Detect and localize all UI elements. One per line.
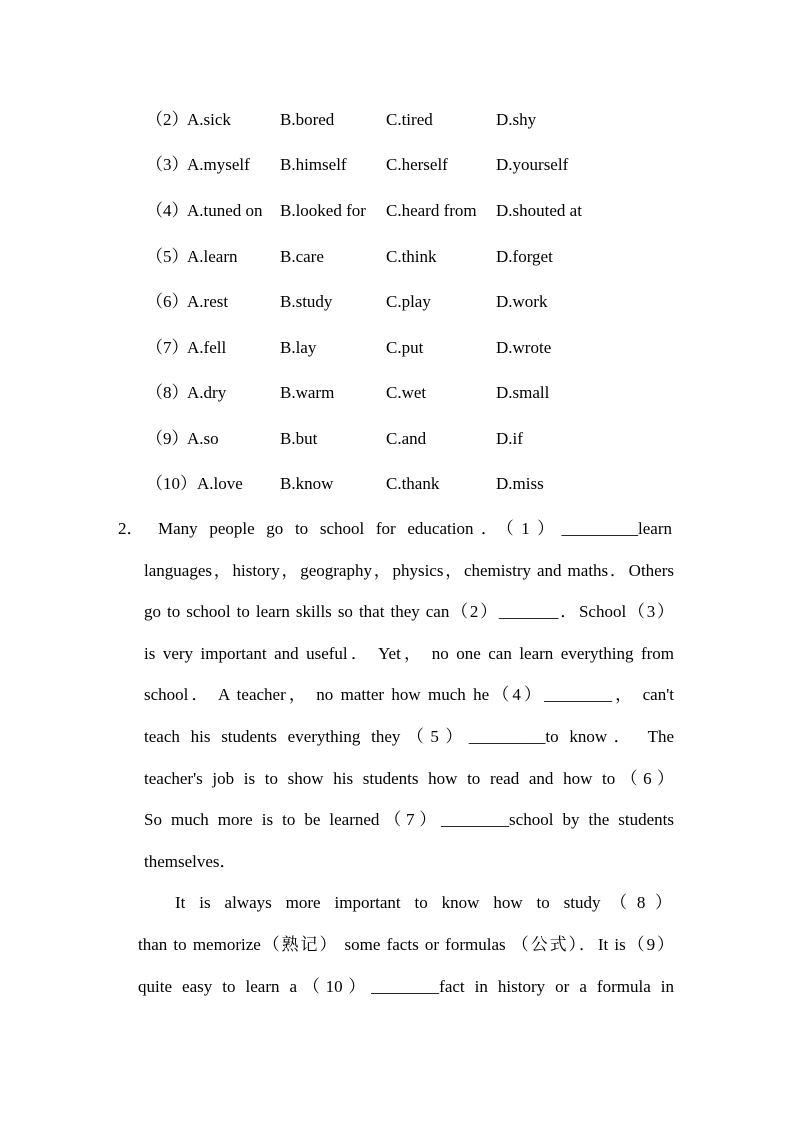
option-a: A.myself <box>187 155 250 174</box>
option-d: D.small <box>496 383 550 402</box>
option-c: C.thank <box>386 474 440 493</box>
option-c: C.wet <box>386 383 427 402</box>
option-number: （10） <box>146 474 197 493</box>
option-b: B.study <box>280 292 333 311</box>
passage-line: Many people go to school for education．（1）_________learn <box>158 519 672 538</box>
option-a: A.dry <box>187 383 227 402</box>
option-c: C.think <box>386 247 437 266</box>
option-d: D.work <box>496 292 548 311</box>
option-b: B.himself <box>280 155 347 174</box>
option-d: D.forget <box>496 247 553 266</box>
option-d: D.shouted at <box>496 201 582 220</box>
passage-line: So much more is to be learned（7）________school by the students <box>144 810 674 829</box>
option-a: A.fell <box>187 338 227 357</box>
option-c: C.put <box>386 338 424 357</box>
option-number: （4） <box>146 201 189 220</box>
option-b: B.lay <box>280 338 317 357</box>
option-a: A.learn <box>187 247 238 266</box>
option-number: （6） <box>146 292 189 311</box>
passage-line: quite easy to learn a（10）________fact in history or a formula in <box>138 977 674 996</box>
option-c: C.and <box>386 429 427 448</box>
option-b: B.bored <box>280 110 335 129</box>
passage-line: school． A teacher， no matter how much he（4）________， can't <box>144 685 674 704</box>
option-number: （8） <box>146 383 189 402</box>
option-c: C.play <box>386 292 431 311</box>
passage-line: is very important and useful． Yet， no one can learn everything from <box>144 644 674 663</box>
option-number: （5） <box>146 247 189 266</box>
option-b: B.but <box>280 429 318 448</box>
passage-line: teach his students everything they（5）_________to know． The <box>144 727 674 746</box>
passage-line: teacher's job is to show his students how to read and how to（6） <box>144 769 674 788</box>
option-number: （3） <box>146 155 189 174</box>
passage-line: go to school to learn skills so that they can（2）_______．School（3） <box>144 602 674 621</box>
option-d: D.wrote <box>496 338 552 357</box>
option-c: C.herself <box>386 155 448 174</box>
option-d: D.shy <box>496 110 537 129</box>
option-a: A.rest <box>187 292 229 311</box>
option-a: A.sick <box>187 110 231 129</box>
option-d: D.yourself <box>496 155 569 174</box>
passage-line: themselves． <box>144 852 237 871</box>
option-b: B.know <box>280 474 334 493</box>
option-number: （7） <box>146 338 189 357</box>
option-a: A.tuned on <box>187 201 263 220</box>
option-c: C.heard from <box>386 201 477 220</box>
passage-line: than to memorize（熟记） some facts or formulas （公式）．It is（9） <box>138 935 674 954</box>
option-a: A.love <box>197 474 243 493</box>
option-c: C.tired <box>386 110 433 129</box>
option-b: B.care <box>280 247 324 266</box>
passage-line: It is always more important to know how to study（8） <box>175 893 672 912</box>
option-d: D.if <box>496 429 523 448</box>
question-number: 2． <box>118 519 144 538</box>
option-a: A.so <box>187 429 219 448</box>
option-number: （2） <box>146 110 189 129</box>
option-d: D.miss <box>496 474 544 493</box>
option-b: B.looked for <box>280 201 366 220</box>
passage-line: languages，history，geography，physics，chemistry and maths．Others <box>144 561 674 580</box>
option-number: （9） <box>146 429 189 448</box>
option-b: B.warm <box>280 383 335 402</box>
